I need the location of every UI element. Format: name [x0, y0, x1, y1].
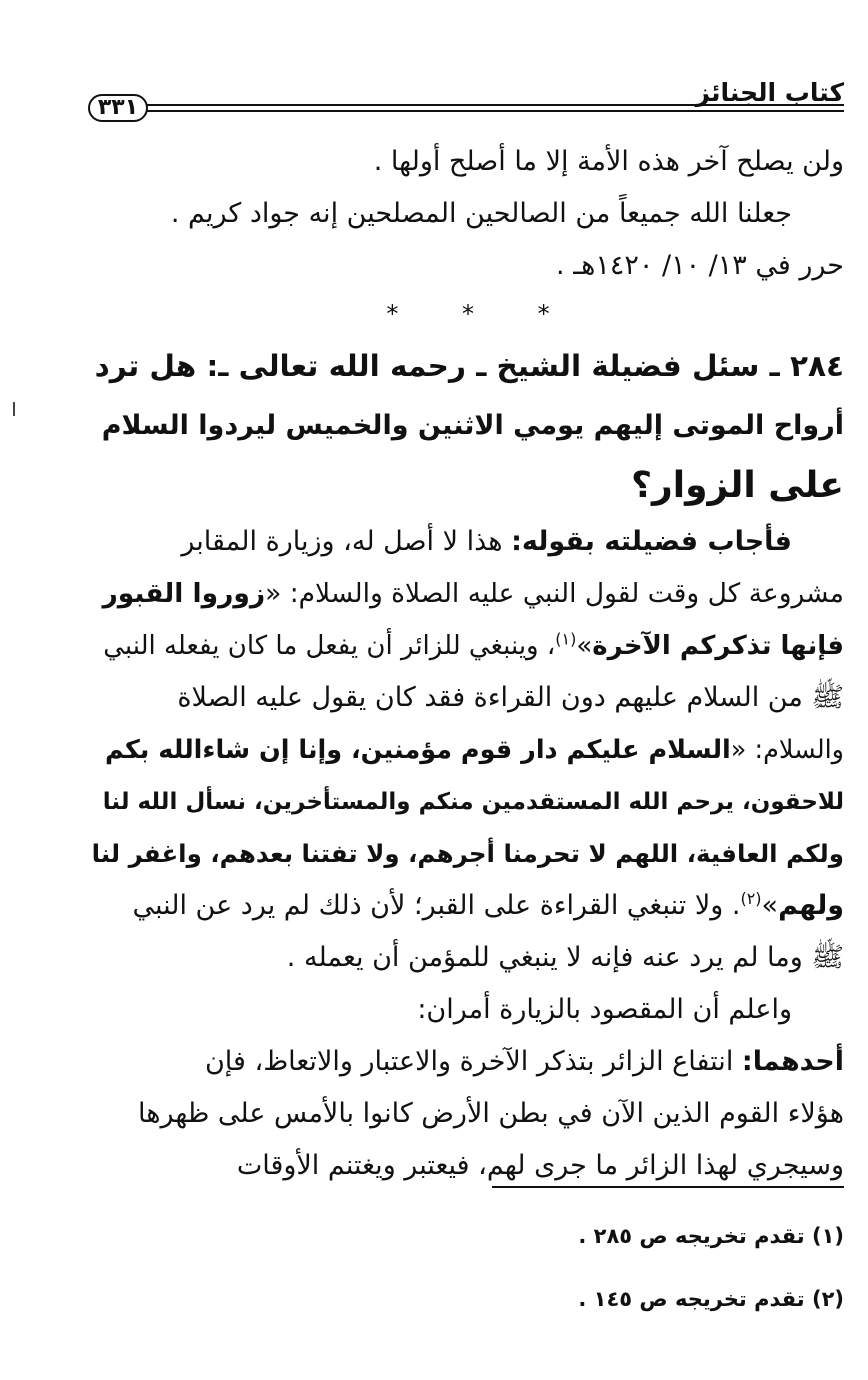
page-header: [88, 74, 844, 124]
date-line: حرر في ١٣/ ١٠/ ١٤٢٠هـ .: [556, 250, 844, 281]
text-line: ولن يصلح آخر هذه الأمة إلا ما أصلح أولها .: [373, 146, 844, 177]
point-label: أحدهما:: [741, 1046, 844, 1077]
answer-line: وسيجري لهذا الزائر ما جرى لهم، فيعتبر ويغتنم الأوقات: [236, 1150, 844, 1181]
footnote-rule: [492, 1186, 844, 1188]
hadith-quote: فإنها تذكركم الآخرة: [592, 631, 844, 661]
answer-line: فأجاب فضيلته بقوله: هذا لا أصل له، وزيارة المقابر: [181, 526, 792, 557]
answer-line: ولهم»$^{(٢)}$. ولا تنبغي القراءة على القبر؛ لأن ذلك لم يرد عن النبي: [132, 889, 844, 921]
hadith-quote: ولكم العافية، اللهم لا تحرمنا أجرهم، ولا تفتنا بعدهم، واغفر لنا: [91, 839, 844, 868]
hadith-quote: السلام عليكم دار قوم مؤمنين، وإنا إن شاءالله بكم: [104, 735, 731, 765]
page-number: ٣٣١: [88, 94, 148, 122]
answer-line: مشروعة كل وقت لقول النبي عليه الصلاة والسلام: «زوروا القبور: [102, 578, 844, 609]
margin-mark: [13, 402, 15, 416]
question-heading: ٢٨٤ ـ سئل فضيلة الشيخ ـ رحمه الله تعالى ـ: هل ترد: [94, 349, 844, 383]
answer-line: هؤلاء القوم الذين الآن في بطن الأرض كانوا بالأمس على ظهرها: [138, 1098, 844, 1129]
footnotes: [92, 1186, 844, 1341]
hadith-quote: ولهم: [778, 890, 844, 921]
answer-line: واعلم أن المقصود بالزيارة أمران:: [417, 994, 792, 1025]
footnote-ref: (٢): [740, 889, 762, 908]
hadith-quote: للاحقون، يرحم الله المستقدمين منكم والمستأخرين، نسأل الله لنا: [102, 789, 844, 815]
text-line: جعلنا الله جميعاً من الصالحين المصلحين إنه جواد كريم .: [170, 198, 792, 229]
footnote-ref: (١): [555, 629, 577, 649]
page-body: [92, 136, 844, 1192]
footnote: (١) تقدم تخريجه ص ٢٨٥ .: [578, 1224, 844, 1248]
answer-intro: فأجاب فضيلته بقوله:: [511, 526, 792, 557]
answer-line: فإنها تذكركم الآخرة»$^{(١)}$، وينبغي للزائر أن يفعل ما كان يفعله النبي: [103, 629, 844, 661]
question-heading: على الزوار؟: [631, 465, 844, 506]
section-separator: * * *: [386, 300, 578, 328]
header-rule: [144, 104, 844, 112]
chapter-title: كتاب الجنائز: [695, 78, 844, 107]
question-heading: أرواح الموتى إليهم يومي الاثنين والخميس ليردوا السلام: [101, 410, 844, 441]
answer-line: أحدهما: انتفاع الزائر بتذكر الآخرة والاعتبار والاتعاظ، فإن: [204, 1046, 844, 1077]
answer-line: والسلام: «السلام عليكم دار قوم مؤمنين، وإنا إن شاءالله بكم: [104, 735, 844, 765]
footnote: (٢) تقدم تخريجه ص ١٤٥ .: [578, 1287, 844, 1311]
answer-line: ﷺ وما لم يرد عنه فإنه لا ينبغي للمؤمن أن يعمله .: [286, 942, 844, 973]
hadith-quote: زوروا القبور: [102, 578, 266, 609]
answer-line: ﷺ من السلام عليهم دون القراءة فقد كان يقول عليه الصلاة: [177, 682, 844, 713]
